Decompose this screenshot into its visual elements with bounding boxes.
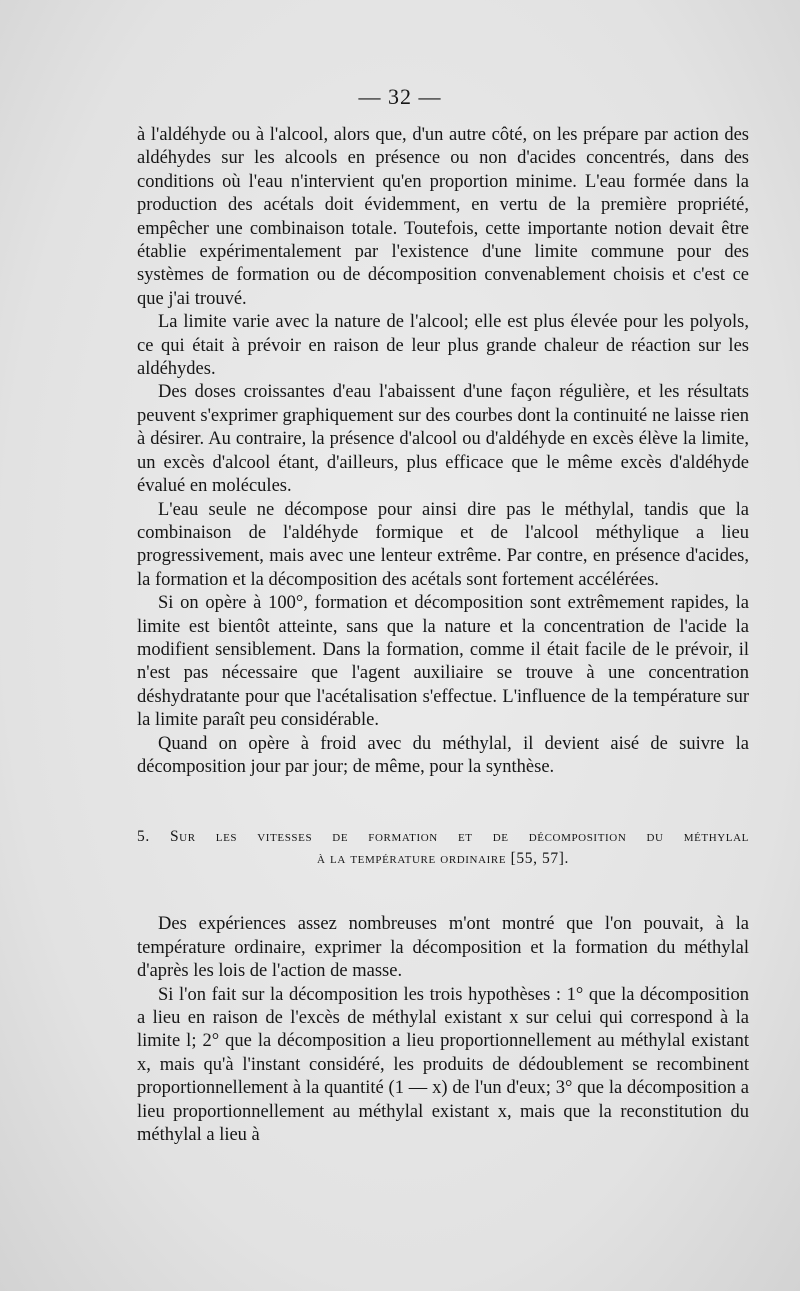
paragraph: à l'aldéhyde ou à l'alcool, alors que, d'un autre côté, on les prépare par action des aldéhydes sur les alcools en présence ou non d'acides concentrés, dans des conditions où l'eau n'intervient qu'en proportion minime. L'eau formée dans la production des acétals doit évidemment, en vertu de la première propriété, empêcher une combinaison totale. Toutefois, cette importante notion devait être établie expérimentalement par l'existence d'une limite commune pour des systèmes de formation ou de décomposition convenablement choisis et c'est ce que j'ai trouvé.	[137, 125, 749, 309]
paragraph: Si l'on fait sur la décomposition les trois hypothèses : 1° que la décomposition a lieu en raison de l'excès de méthylal existant x sur celui qui correspond à la limite l; 2° que la décomposition a lieu proportionnellement au méthylal existant x, mais qu'à l'instant considéré, les produits de dédoublement se recombinent proportionnellement à la quantité (1 — x) de l'un d'eux; 3° que la décomposition a lieu proportionnellement au méthylal existant x, mais que la reconstitution du méthylal a lieu à	[137, 984, 749, 1146]
body-text	[137, 124, 749, 1147]
section-heading-line-1: 5. Sur les vitesses de formation et de décomposition du méthylal	[137, 828, 749, 846]
section-heading	[137, 826, 749, 870]
paragraph: La limite varie avec la nature de l'alcool; elle est plus élevée pour les polyols, ce qui était à prévoir en raison de leur plus grande chaleur de réaction sur les aldéhydes.	[137, 312, 749, 380]
paragraph: Des expériences assez nombreuses m'ont montré que l'on pouvait, à la température ordinaire, exprimer la décomposition et la formation du méthylal d'après les lois de l'action de masse.	[137, 914, 749, 982]
paragraph: Des doses croissantes d'eau l'abaissent d'une façon régulière, et les résultats peuvent s'exprimer graphiquement sur des courbes dont la continuité ne laisse rien à désirer. Au contraire, la présence d'alcool ou d'aldéhyde en excès élève la limite, un excès d'alcool étant, d'ailleurs, plus efficace que le même excès d'aldéhyde évalué en molécules.	[137, 382, 749, 497]
paragraph: L'eau seule ne décompose pour ainsi dire pas le méthylal, tandis que la combinaison de l'aldéhyde formique et de l'alcool méthylique a lieu progressivement, mais avec une lenteur extrême. Par contre, en présence d'acides, la formation et la décomposition des acétals sont fortement accélérées.	[137, 499, 749, 590]
paragraph: Si on opère à 100°, formation et décomposition sont extrêmement rapides, la limite est bientôt atteinte, sans que la nature et la concentration de l'acide la modifient sensiblement. Dans la formation, comme il était facile de le prévoir, il n'est pas nécessaire que l'agent auxiliaire se trouve à une concentration déshydratante pour que l'acétalisation s'effectue. L'influence de la température sur la limite paraît peu considérable.	[137, 593, 749, 731]
paragraph: Quand on opère à froid avec du méthylal, il devient aisé de suivre la décomposition jour par jour; de même, pour la synthèse.	[137, 733, 749, 777]
section-heading-line-2: à la température ordinaire [55, 57].	[317, 850, 569, 868]
page-number: — 32 —	[358, 84, 442, 109]
